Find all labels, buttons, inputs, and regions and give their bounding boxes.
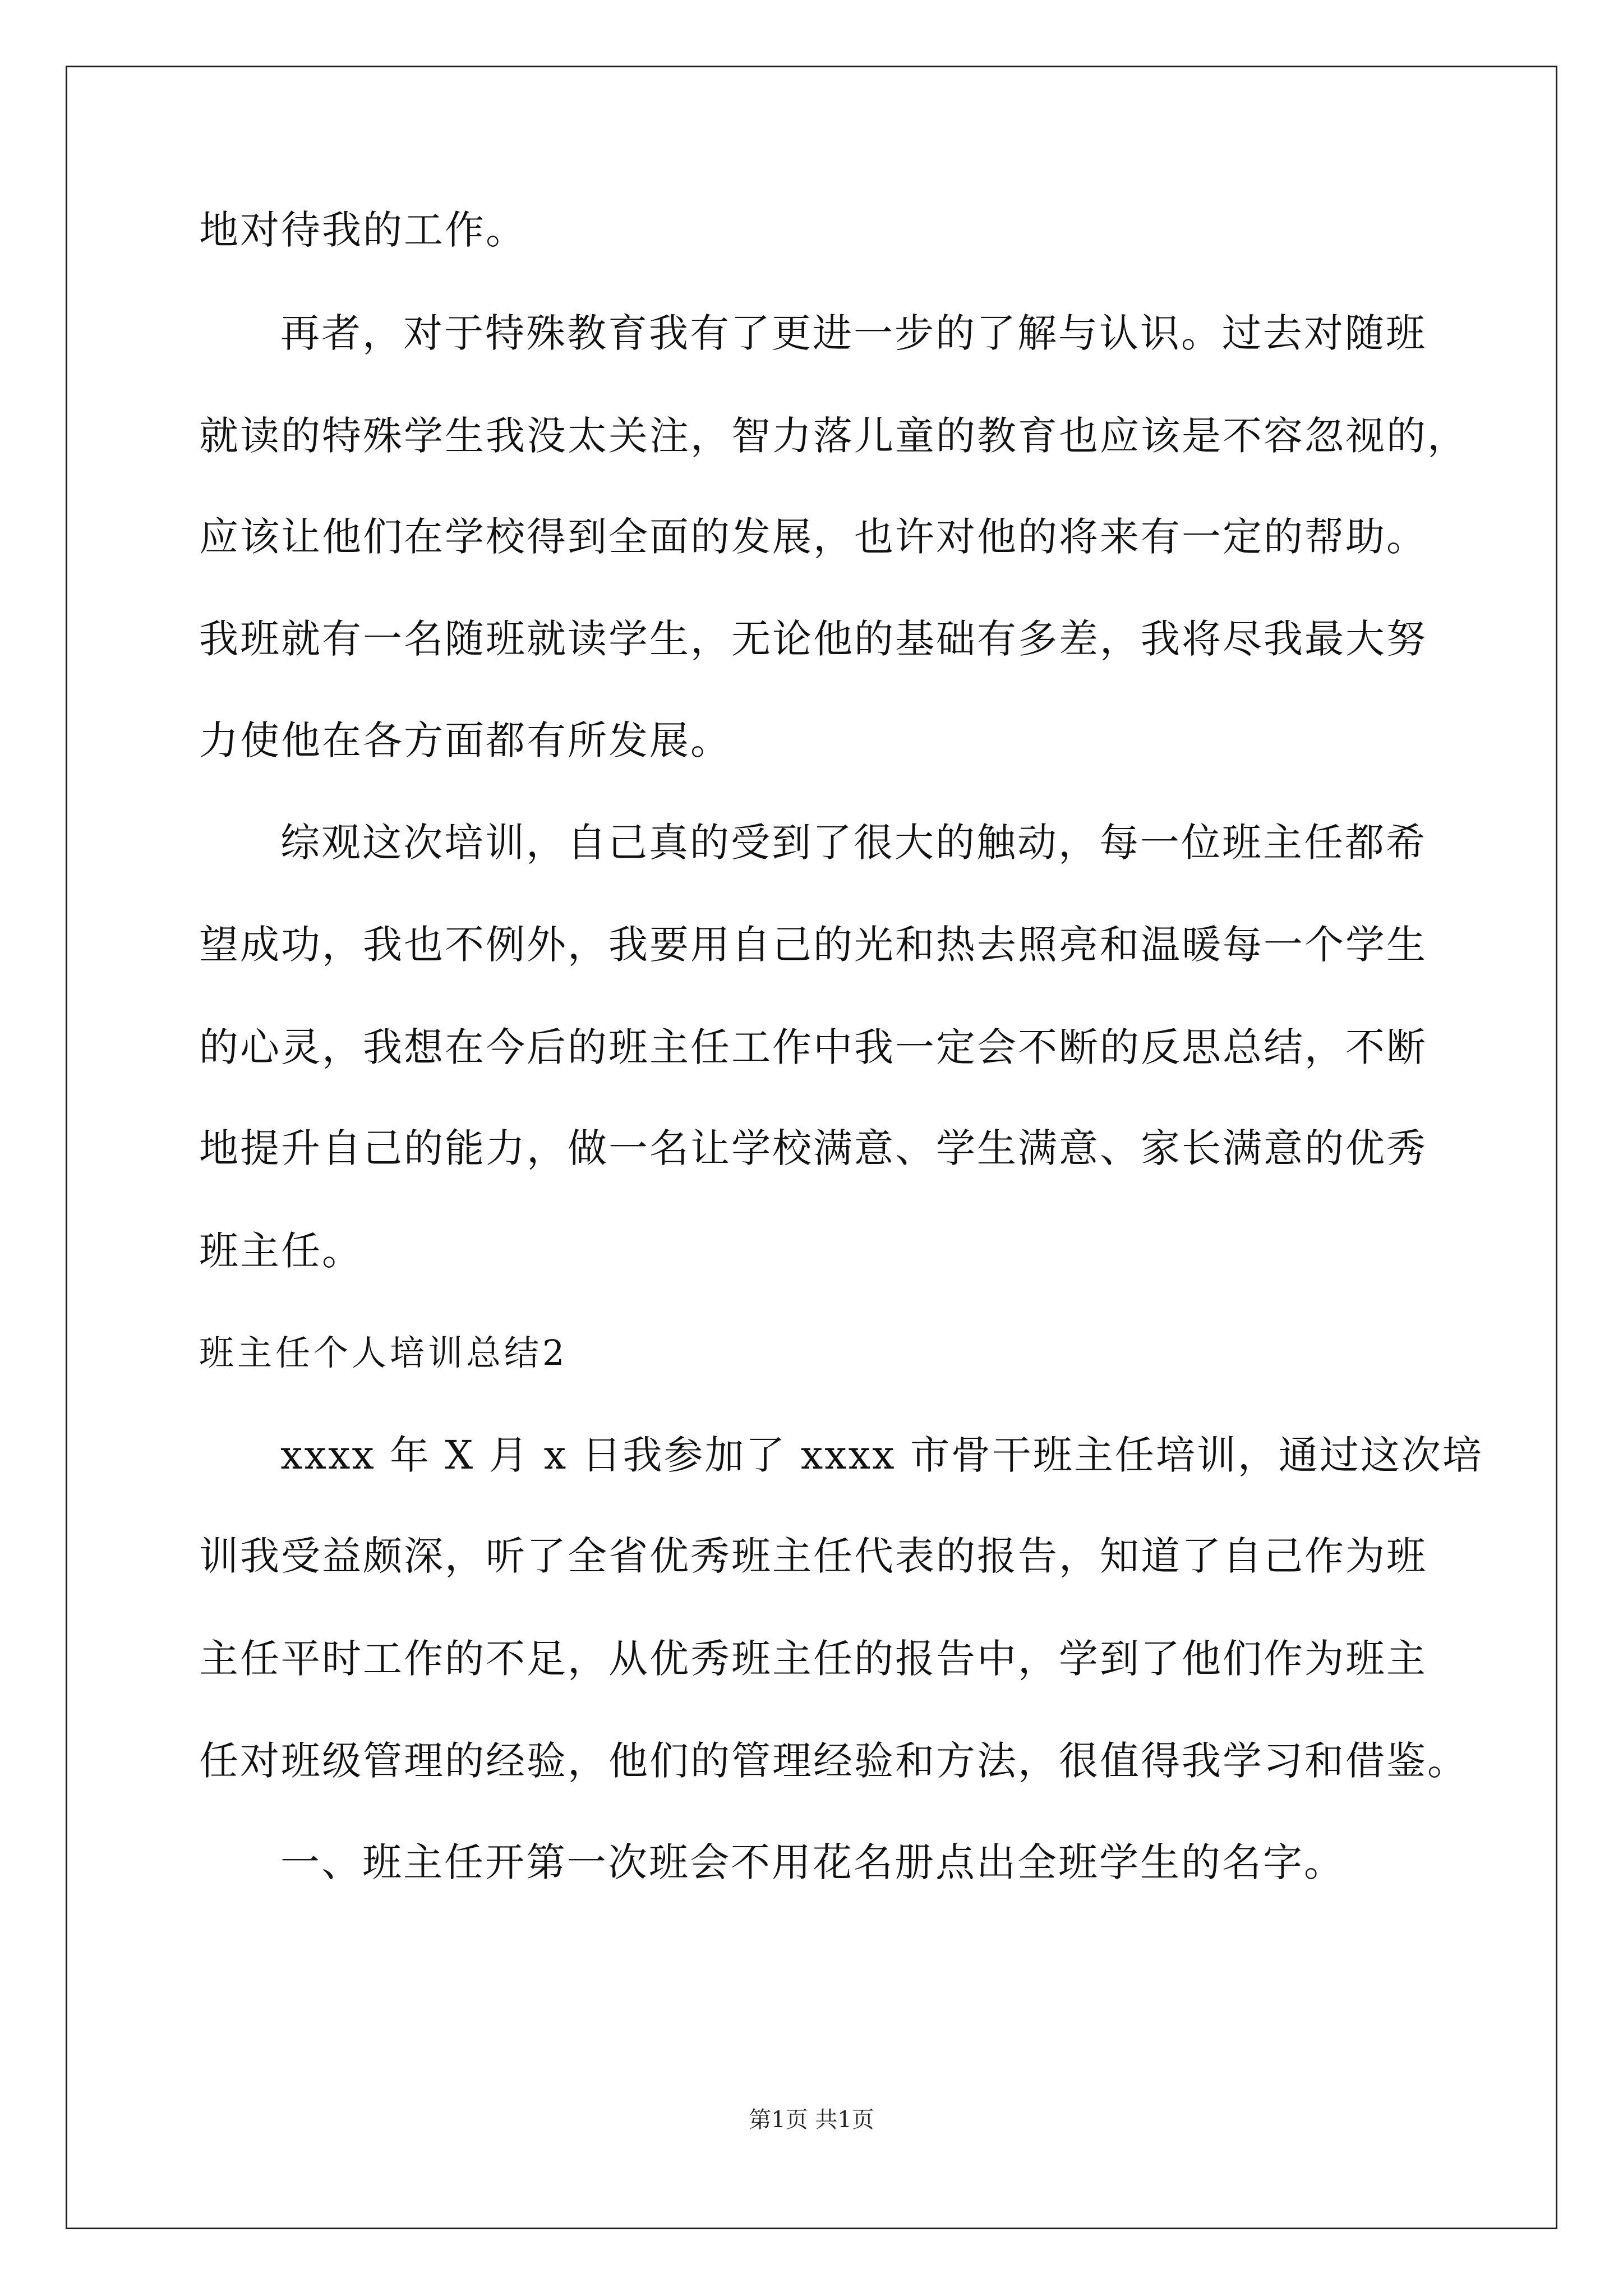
text-line: 任对班级管理的经验，他们的管理经验和方法，很值得我学习和借鉴。 — [199, 1738, 1468, 1784]
text-line: 训我受益颇深，听了全省优秀班主任代表的报告，知道了自己作为班 — [199, 1533, 1427, 1579]
text-line: 我班就有一名随班就读学生，无论他的基础有多差，我将尽我最大努 — [199, 616, 1427, 662]
text-line: 的心灵，我想在今后的班主任工作中我一定会不断的反思总结，不断 — [199, 1024, 1427, 1070]
text-line: 地对待我的工作。 — [199, 207, 527, 253]
text-line: 主任平时工作的不足，从优秀班主任的报告中，学到了他们作为班主 — [199, 1636, 1427, 1682]
text-line: 力使他在各方面都有所发展。 — [199, 717, 731, 763]
text-line: 就读的特殊学生我没太关注，智力落儿童的教育也应该是不容忽视的， — [199, 413, 1468, 459]
text-line: 班主任。 — [199, 1228, 363, 1274]
text-line: 再者，对于特殊教育我有了更进一步的了解与认识。过去对随班 — [280, 310, 1427, 356]
text-line: 综观这次培训，自己真的受到了很大的触动，每一位班主任都希 — [280, 820, 1427, 866]
text-line: 地提升自己的能力，做一名让学校满意、学生满意、家长满意的优秀 — [199, 1125, 1427, 1171]
section-heading: 班主任个人培训总结2 — [199, 1332, 568, 1373]
text-line: 望成功，我也不例外，我要用自己的光和热去照亮和温暖每一个学生 — [199, 922, 1427, 968]
text-line: 应该让他们在学校得到全面的发展，也许对他的将来有一定的帮助。 — [199, 514, 1427, 560]
text-line: 一、班主任开第一次班会不用花名册点出全班学生的名字。 — [280, 1839, 1345, 1885]
page-footer: 第1页 共1页 — [749, 2107, 874, 2133]
text-line: xxxx 年 X 月 x 日我参加了 xxxx 市骨干班主任培训，通过这次培 — [280, 1432, 1483, 1478]
